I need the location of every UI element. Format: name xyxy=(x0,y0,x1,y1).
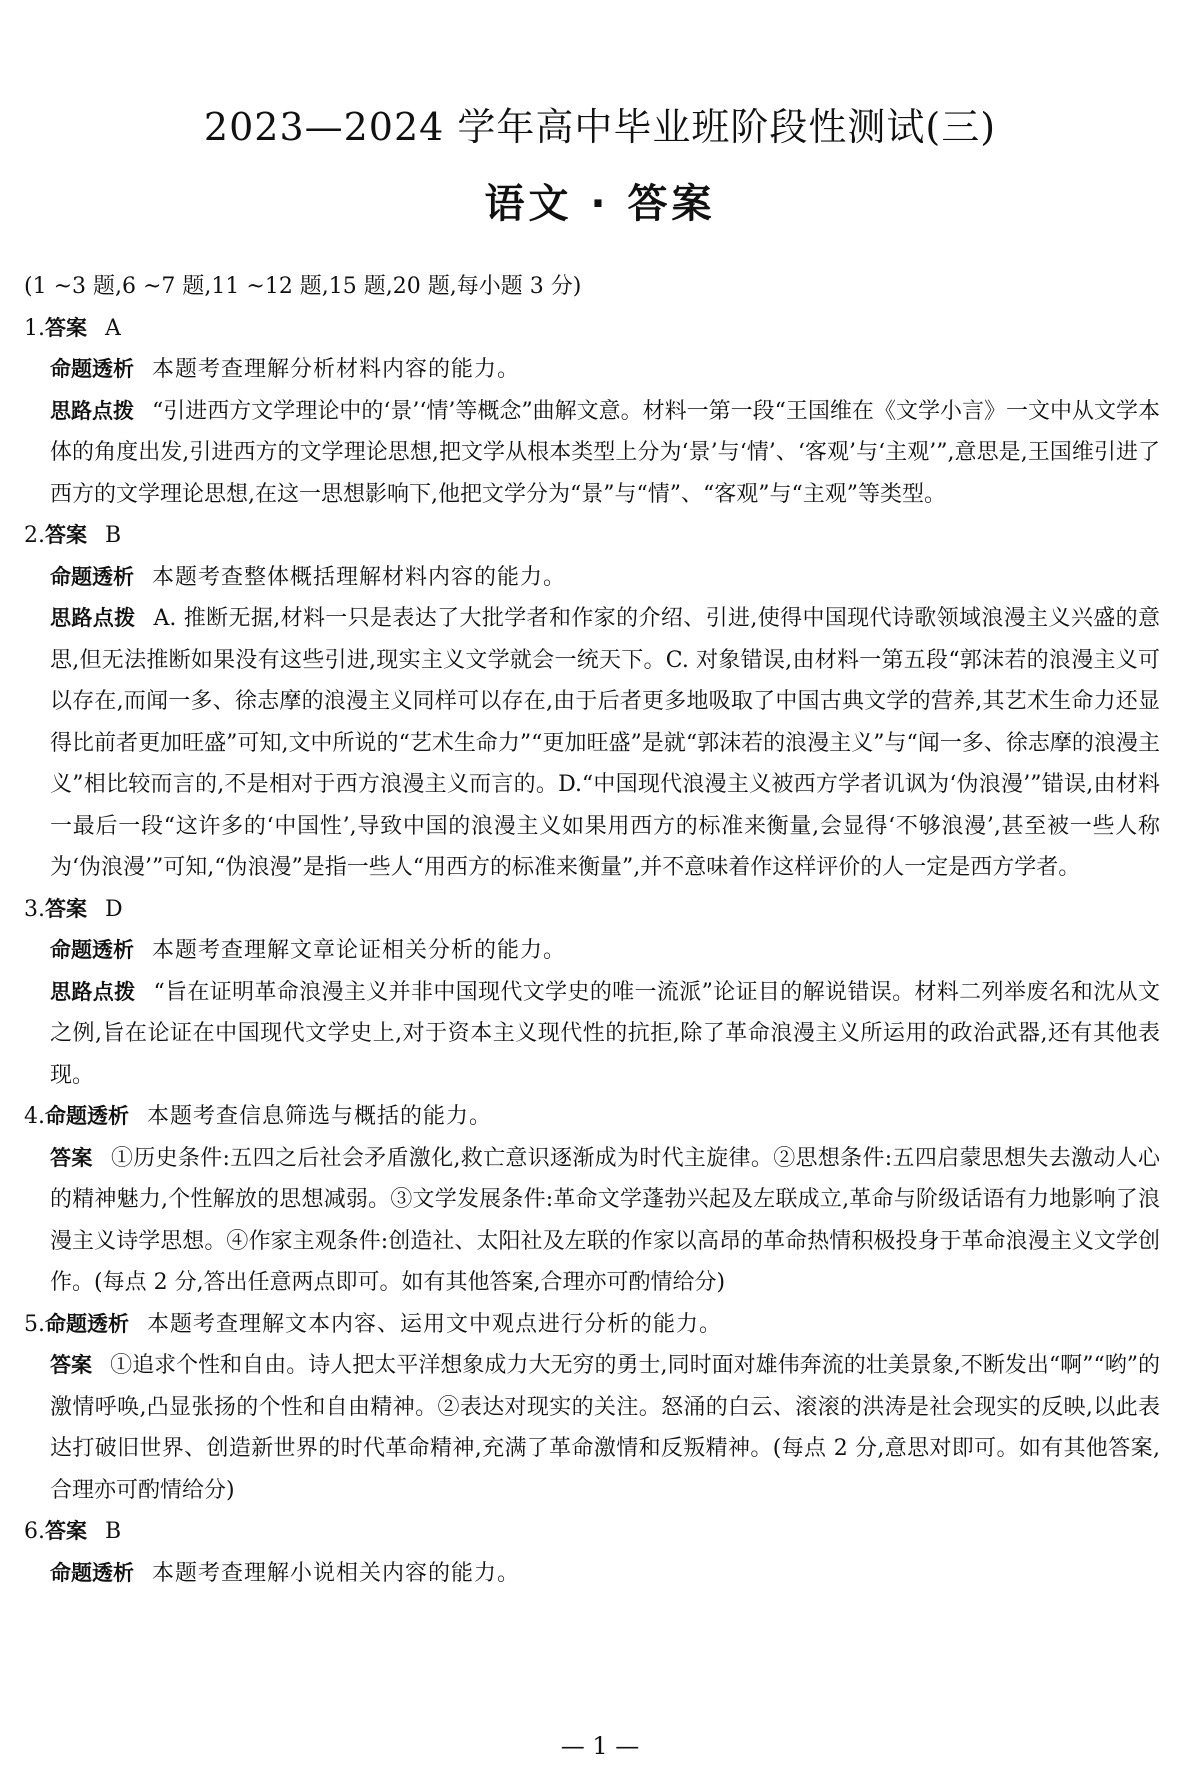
analysis-line xyxy=(24,349,1200,391)
analysis-label: 命题透析 xyxy=(50,1560,134,1585)
answer-paragraph xyxy=(50,1345,1160,1511)
analysis-label: 命题透析 xyxy=(50,564,134,589)
analysis-text: 本题考查理解文章论证相关分析的能力。 xyxy=(152,938,567,963)
hint-text: “旨在证明革命浪漫主义并非中国现代文学史的唯一流派”论证目的解说错误。材料二列举废名和沈从文之例,旨在论证在中国现代文学史上,对于资本主义现代性的抗拒,除了革命浪漫主义所运用的政治武器,还有其他表现。 xyxy=(50,979,1161,1088)
answer-label: 答案 xyxy=(45,315,87,340)
question-answer-line xyxy=(24,1511,1200,1553)
question-number: 4. xyxy=(24,1104,45,1129)
answer-label: 答案 xyxy=(50,1145,93,1170)
analysis-line xyxy=(24,557,1200,599)
hint-paragraph xyxy=(50,972,1160,1097)
analysis-line xyxy=(24,930,1200,972)
analysis-label: 命题透析 xyxy=(45,1311,129,1336)
answer-value: B xyxy=(105,1519,122,1544)
question-block xyxy=(24,515,1200,889)
hint-text: A. 推断无据,材料一只是表达了大批学者和作家的介绍、引进,使得中国现代诗歌领域浪漫主义兴盛的意思,但无法推断如果没有这些引进,现实主义文学就会一统天下。C. 对象错误,由材料一第五段“郭沫若的浪漫主义可以存在,而闻一多、徐志摩的浪漫主义同样可以存在,由于后者更多地吸取了中国古典文学的营养,其艺术生命力还显得比前者更加旺盛”可知,文中所说的“艺术生命力”“更加旺盛”是就“郭沫若的浪漫主义”与“闻一多、徐志摩的浪漫主义”相比较而言的,不是相对于西方浪漫主义而言的。D.“中国现代浪漫主义被西方学者讥讽为‘伪浪漫’”错误,由材料一最后一段“这许多的‘中国性’,导致中国的浪漫主义如果用西方的标准来衡量,会显得‘不够浪漫’,甚至被一些人称为‘伪浪漫’”可知,“伪浪漫”是指一些人“用西方的标准来衡量”,并不意味着作这样评价的人一定是西方学者。 xyxy=(50,606,1160,880)
question-number: 2. xyxy=(24,523,45,548)
answer-label: 答案 xyxy=(45,523,87,547)
answer-value: D xyxy=(105,896,123,922)
page-title: 2023—2024 学年高中毕业班阶段性测试(三) xyxy=(203,105,997,149)
question-block xyxy=(24,1511,1200,1594)
analysis-text: 本题考查信息筛选与概括的能力。 xyxy=(147,1104,493,1129)
hint-label: 思路点拨 xyxy=(50,398,135,423)
answer-value: A xyxy=(105,315,121,341)
answer-text: ①历史条件:五四之后社会矛盾激化,救亡意识逐渐成为时代主旋律。②思想条件:五四启蒙思想失去激动人心的精神魅力,个性解放的思想减弱。③文学发展条件:革命文学蓬勃兴起及左联成立,革命与阶级话语有力地影响了浪漫主义诗学思想。④作家主观条件:创造社、太阳社及左联的作家以高昂的革命热情积极投身于革命浪漫主义文学创作。(每点 2 分,答出任意两点即可。如有其他答案,合理亦可酌情给分) xyxy=(50,1145,1160,1295)
analysis-text: 本题考查理解分析材料内容的能力。 xyxy=(152,357,521,382)
answer-text: ①追求个性和自由。诗人把太平洋想象成力大无穷的勇士,同时面对雄伟奔流的壮美景象,不断发出“啊”“哟”的激情呼唤,凸显张扬的个性和自由精神。②表达对现实的关注。怒涌的白云、滚滚的洪涛是社会现实的反映,以此表达打破旧世界、创造新世界的时代革命精神,充满了革命激情和反叛精神。(每点 2 分,意思对即可。如有其他答案,合理亦可酌情给分) xyxy=(50,1353,1161,1503)
hint-paragraph xyxy=(50,598,1160,889)
page-subtitle: 语文 · 答案 xyxy=(484,181,716,227)
question-analysis-line xyxy=(24,1096,1200,1138)
answer-value: B xyxy=(105,523,122,548)
hint-paragraph xyxy=(50,391,1160,516)
question-block xyxy=(24,308,1200,516)
question-block xyxy=(24,1304,1200,1512)
hint-text: “引进西方文学理论中的‘景’‘情’等概念”曲解文意。材料一第一段“王国维在《文学小言》一文中从文学本体的角度出发,引进西方的文学理论思想,把文学从根本类型上分为‘景’与‘情’、‘客观’与‘主观’”,意思是,王国维引进了西方的文学理论思想,在这一思想影响下,他把文学分为“景”与“情”、“客观”与“主观”等类型。 xyxy=(50,398,1161,507)
question-answer-line xyxy=(24,308,1200,350)
answer-content xyxy=(24,266,1200,1594)
question-analysis-line xyxy=(24,1304,1200,1346)
hint-label: 思路点拨 xyxy=(50,979,136,1004)
answer-label: 答案 xyxy=(45,1519,87,1543)
analysis-text: 本题考查理解小说相关内容的能力。 xyxy=(152,1560,521,1586)
analysis-label: 命题透析 xyxy=(50,938,134,962)
scoring-note: (1 ~3 题,6 ~7 题,11 ~12 题,15 题,20 题,每小题 3 分) xyxy=(24,274,582,299)
question-block xyxy=(24,1096,1200,1304)
analysis-line xyxy=(24,1553,1200,1595)
analysis-label: 命题透析 xyxy=(45,1104,129,1128)
question-number: 6. xyxy=(24,1519,45,1544)
answer-paragraph xyxy=(50,1138,1160,1304)
question-answer-line xyxy=(24,889,1200,931)
answer-label: 答案 xyxy=(50,1353,93,1377)
answer-label: 答案 xyxy=(45,896,87,921)
analysis-text: 本题考查整体概括理解材料内容的能力。 xyxy=(152,564,567,590)
page-number: — 1 — xyxy=(560,1732,640,1760)
question-number: 1. xyxy=(24,315,45,341)
question-answer-line xyxy=(24,515,1200,557)
question-block xyxy=(24,889,1200,1097)
analysis-text: 本题考查理解文本内容、运用文中观点进行分析的能力。 xyxy=(147,1311,723,1337)
analysis-label: 命题透析 xyxy=(50,357,134,381)
question-number: 3. xyxy=(24,896,45,922)
question-number: 5. xyxy=(24,1311,45,1337)
hint-label: 思路点拨 xyxy=(50,606,136,630)
